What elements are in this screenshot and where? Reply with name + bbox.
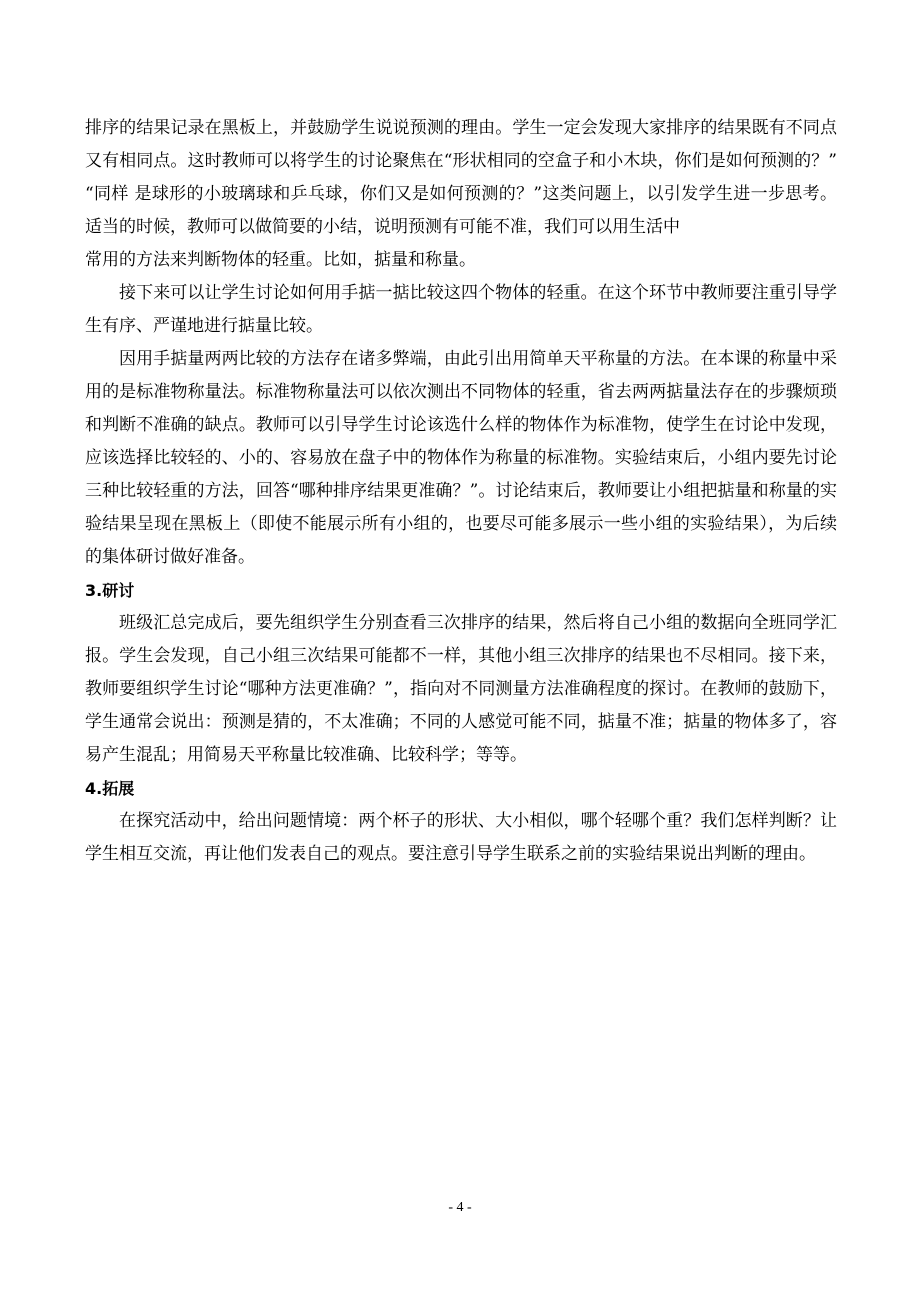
document-body xyxy=(85,112,837,871)
page-number: - 4 - xyxy=(448,1200,472,1215)
paragraph-1-continuation: 常用的方法来判断物体的轻重。比如，掂量和称量。 xyxy=(85,250,476,270)
paragraph-5: 在探究活动中，给出问题情境：两个杯子的形状、大小相似，哪个轻哪个重？我们怎样判断？让学生相互交流，再让他们发表自己的观点。要注意引导学生联系之前的实验结果说出判断的理由。 xyxy=(85,811,837,864)
paragraph-1-text: 排序的结果记录在黑板上，并鼓励学生说说预测的理由。学生一定会发现大家排序的结果既有不同点又有相同点。这时教师可以将学生的讨论聚焦在“形状相同的空盒子和小木块，你们是如何预测的？” “同样 是球形的小玻璃球和乒乓球，你们又是如何预测的？”这类问题上，以引发学生进一步思考。适当的时候，教师可以做简要的小结，说明预测有可能不准，我们可以用生活中 xyxy=(85,118,837,237)
section-heading-discussion: 3.研讨 xyxy=(85,581,135,600)
paragraph-4: 班级汇总完成后，要先组织学生分别查看三次排序的结果，然后将自己小组的数据向全班同学汇报。学生会发现，自己小组三次结果可能都不一样，其他小组三次排序的结果也不尽相同。接下来，教师要组织学生讨论“哪种方法更准确？”，指向对不同测量方法准确程度的探讨。在教师的鼓励下，学生通常会说出：预测是猜的，不太准确；不同的人感觉可能不同，掂量不准；掂量的物体多了，容易产生混乱；用简易天平称量比较准确、比较科学；等等。 xyxy=(85,613,837,765)
paragraph-3: 因用手掂量两两比较的方法存在诸多弊端，由此引出用简单天平称量的方法。在本课的称量中采用的是标准物称量法。标准物称量法可以依次测出不同物体的轻重，省去两两掂量法存在的步骤烦琐和判断不准确的缺点。教师可以引导学生讨论该选什么样的物体作为标准物，使学生在讨论中发现，应该选择比较轻的、小的、容易放在盘子中的物体作为称量的标准物。实验结束后，小组内要先讨论三种比较轻重的方法，回答“哪种排序结果更准确？”。讨论结束后，教师要让小组把掂量和称量的实验结果呈现在黑板上（即使不能展示所有小组的，也要尽可能多展示一些小组的实验结果），为后续的集体研讨做好准备。 xyxy=(85,349,837,567)
section-heading-extension: 4.拓展 xyxy=(85,779,135,798)
paragraph-2: 接下来可以让学生讨论如何用手掂一掂比较这四个物体的轻重。在这个环节中教师要注重引导学生有序、严谨地进行掂量比较。 xyxy=(85,283,837,336)
paragraph-1 xyxy=(85,112,837,277)
